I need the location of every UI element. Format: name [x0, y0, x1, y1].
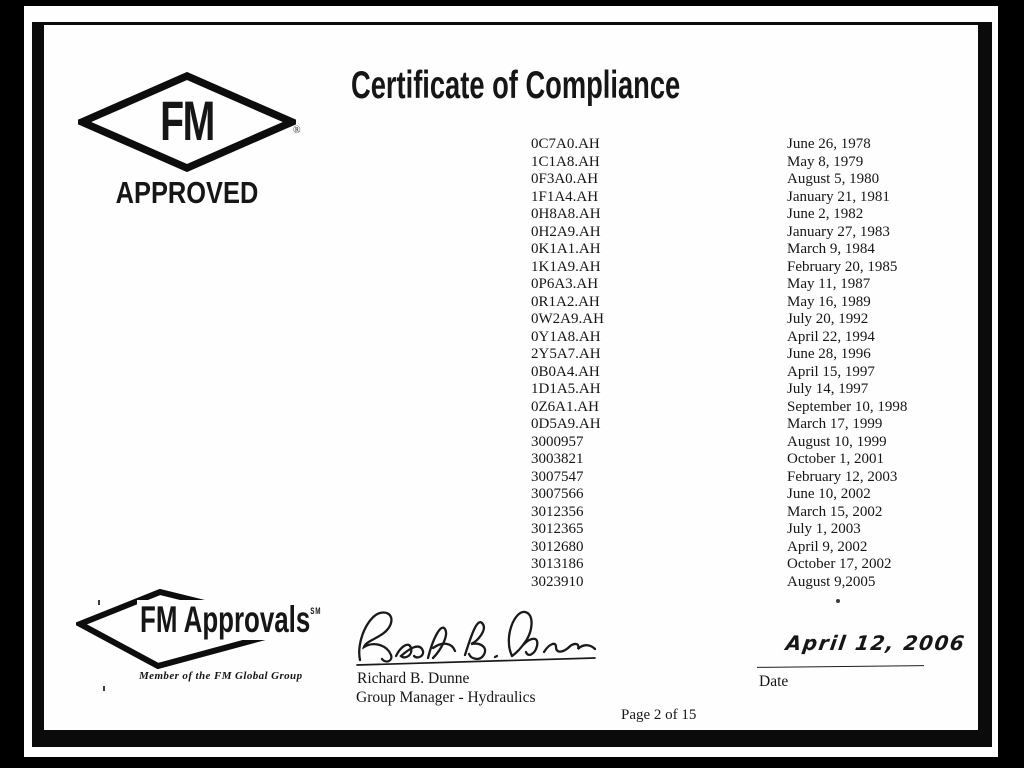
- scan-speckle: [103, 686, 105, 691]
- project-id-cell: 2Y5A7.AH: [531, 346, 601, 362]
- signature-richard-b-dunne-icon: [352, 606, 602, 670]
- table-row: [531, 399, 951, 417]
- approvals-table: [531, 136, 951, 591]
- project-id-cell: 0W2A9.AH: [531, 311, 604, 327]
- scan-speckle: [836, 599, 840, 603]
- signatory-role: Group Manager - Hydraulics: [356, 689, 536, 706]
- issue-date-cell: May 16, 1989: [787, 293, 871, 310]
- table-row: [531, 189, 951, 207]
- table-row: [531, 451, 951, 469]
- table-row: [531, 136, 951, 154]
- issue-date-cell: January 27, 1983: [787, 223, 890, 240]
- table-row: [531, 416, 951, 434]
- project-id-cell: 3000957: [531, 433, 584, 450]
- registered-trademark: ®: [293, 125, 301, 136]
- project-id-cell: 1K1A9.AH: [531, 258, 601, 275]
- page-number: Page 2 of 15: [621, 707, 697, 723]
- project-id-cell: 1C1A8.AH: [531, 153, 600, 170]
- handwritten-date: April 12, 2006: [784, 631, 968, 655]
- table-row: [531, 556, 951, 574]
- table-row: [531, 486, 951, 504]
- project-id-cell: 3013186: [531, 556, 584, 572]
- issue-date-cell: June 2, 1982: [787, 206, 864, 222]
- approved-caption: APPROVED: [115, 175, 259, 210]
- table-row: [531, 206, 951, 224]
- issue-date-cell: June 26, 1978: [787, 136, 871, 152]
- signatory-name: Richard B. Dunne: [357, 670, 470, 687]
- table-row: [531, 539, 951, 557]
- project-id-cell: 0Y1A8.AH: [531, 328, 601, 345]
- issue-date-cell: October 17, 2002: [787, 556, 892, 572]
- project-id-cell: 0H8A8.AH: [531, 206, 601, 222]
- scan-speckle: [98, 600, 100, 605]
- project-id-cell: 3003821: [531, 451, 584, 467]
- project-id-cell: 3023910: [531, 573, 584, 590]
- issue-date-cell: August 10, 1999: [787, 433, 887, 450]
- issue-date-cell: July 14, 1997: [787, 381, 869, 397]
- issue-date-cell: May 8, 1979: [787, 153, 864, 170]
- project-id-cell: 0Z6A1.AH: [531, 398, 599, 415]
- table-row: [531, 346, 951, 364]
- table-row: [531, 574, 951, 592]
- project-id-cell: 3012365: [531, 521, 584, 537]
- project-id-cell: 0K1A1.AH: [531, 241, 601, 257]
- project-id-cell: 1D1A5.AH: [531, 381, 601, 397]
- table-row: [531, 434, 951, 452]
- issue-date-cell: May 11, 1987: [787, 276, 871, 292]
- issue-date-cell: August 5, 1980: [787, 171, 880, 187]
- date-label: Date: [759, 673, 789, 690]
- issue-date-cell: September 10, 1998: [787, 398, 908, 415]
- issue-date-cell: June 28, 1996: [787, 346, 871, 362]
- fm-global-tagline: Member of the FM Global Group: [139, 670, 303, 682]
- table-row: [531, 294, 951, 312]
- table-row: [531, 154, 951, 172]
- issue-date-cell: February 12, 2003: [787, 468, 898, 485]
- table-row: [531, 364, 951, 382]
- issue-date-cell: August 9,2005: [787, 573, 876, 590]
- issue-date-cell: April 9, 2002: [787, 538, 868, 555]
- project-id-cell: 0D5A9.AH: [531, 416, 601, 432]
- project-id-cell: 0C7A0.AH: [531, 136, 600, 152]
- project-id-cell: 0P6A3.AH: [531, 276, 599, 292]
- issue-date-cell: July 20, 1992: [787, 311, 869, 327]
- fm-approvals-name: FM Approvals: [140, 599, 311, 640]
- project-id-cell: 3012680: [531, 538, 584, 555]
- issue-date-cell: April 15, 1997: [787, 363, 875, 380]
- certificate-title: Certificate of Compliance: [351, 64, 681, 107]
- table-row: [531, 521, 951, 539]
- issue-date-cell: January 21, 1981: [787, 188, 890, 205]
- table-row: [531, 241, 951, 259]
- table-row: [531, 381, 951, 399]
- project-id-cell: 1F1A4.AH: [531, 188, 599, 205]
- table-row: [531, 224, 951, 242]
- issue-date-cell: October 1, 2001: [787, 451, 885, 467]
- issue-date-cell: April 22, 1994: [787, 328, 875, 345]
- project-id-cell: 3007566: [531, 486, 584, 502]
- issue-date-cell: February 20, 1985: [787, 258, 898, 275]
- project-id-cell: 3012356: [531, 503, 584, 520]
- issue-date-cell: July 1, 2003: [787, 521, 861, 537]
- issue-date-cell: March 15, 2002: [787, 503, 883, 520]
- table-row: [531, 259, 951, 277]
- table-row: [531, 171, 951, 189]
- issue-date-cell: June 10, 2002: [787, 486, 871, 502]
- table-row: [531, 504, 951, 522]
- table-row: [531, 329, 951, 347]
- project-id-cell: 0B0A4.AH: [531, 363, 600, 380]
- project-id-cell: 0H2A9.AH: [531, 223, 601, 240]
- project-id-cell: 0R1A2.AH: [531, 293, 600, 310]
- project-id-cell: 0F3A0.AH: [531, 171, 599, 187]
- table-row: [531, 276, 951, 294]
- issue-date-cell: March 9, 1984: [787, 241, 875, 257]
- service-mark: SM: [310, 606, 322, 616]
- table-row: [531, 469, 951, 487]
- fm-monogram: FM: [160, 88, 214, 152]
- project-id-cell: 3007547: [531, 468, 584, 485]
- issue-date-cell: March 17, 1999: [787, 416, 883, 432]
- table-row: [531, 311, 951, 329]
